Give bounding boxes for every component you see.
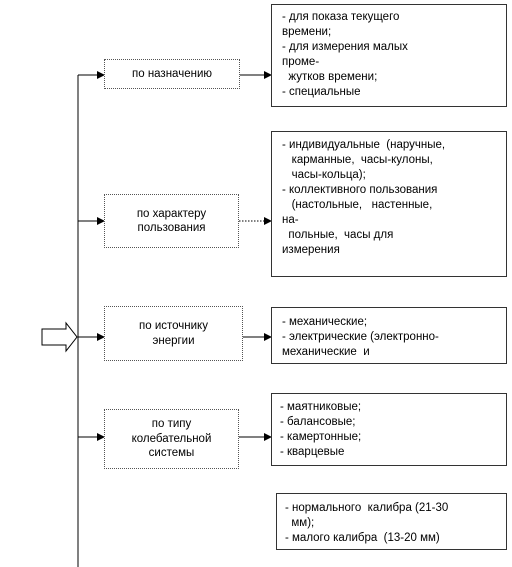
detail-line: - для измерения малых (282, 40, 408, 53)
detail-line: времени; (282, 25, 332, 38)
detail-line: - механические; (282, 316, 368, 328)
detail-line: измерения (282, 243, 340, 256)
category-label-line: энергии (152, 334, 195, 347)
category-label-line: системы (148, 447, 195, 460)
detail-energy-box (271, 307, 507, 364)
detail-line: часы-кольца); (282, 168, 366, 181)
category-label-line: по назначению (132, 67, 212, 80)
detail-oscillation-box (271, 393, 507, 466)
category-label-line: по типу (151, 418, 192, 431)
detail-line: - специальные (282, 85, 361, 98)
input-arrow-icon (42, 323, 77, 351)
detail-usage-box (271, 131, 507, 277)
detail-line: - кварцевые (280, 445, 345, 458)
category-label-line: колебательной (131, 432, 212, 445)
detail-line: механические и (282, 345, 370, 358)
category-usage-box (104, 194, 239, 248)
detail-caliber-box (276, 493, 507, 550)
detail-line: - нормального калибра (21-30 (285, 502, 449, 514)
category-label-line: по источнику (139, 320, 208, 333)
detail-line: на- (282, 213, 299, 226)
detail-line: (настольные, настенные, (282, 198, 433, 211)
detail-line: карманные, часы-кулоны, (282, 153, 433, 166)
detail-line: жутков времени; (282, 70, 378, 83)
detail-line: польные, часы для (282, 228, 394, 241)
detail-line: - камертонные; (280, 430, 362, 443)
category-oscillation-box (104, 409, 239, 469)
detail-line: - для показа текущего (282, 11, 400, 23)
category-label-line: по характеру (136, 207, 207, 220)
detail-purpose-box (271, 4, 507, 107)
category-purpose-box (104, 59, 240, 89)
detail-line: - электрические (электронно- (282, 330, 439, 343)
detail-line: - малого калибра (13-20 мм) (285, 531, 440, 544)
category-energy-box (104, 306, 243, 361)
detail-line: - коллективного пользования (282, 183, 438, 196)
category-label-line: пользования (137, 222, 206, 234)
detail-line: проме- (282, 55, 320, 68)
detail-line: - балансовые; (280, 415, 356, 428)
detail-line: - маятниковые; (280, 401, 362, 413)
detail-line: - индивидуальные (наручные, (282, 139, 446, 151)
detail-line: мм); (285, 516, 315, 529)
